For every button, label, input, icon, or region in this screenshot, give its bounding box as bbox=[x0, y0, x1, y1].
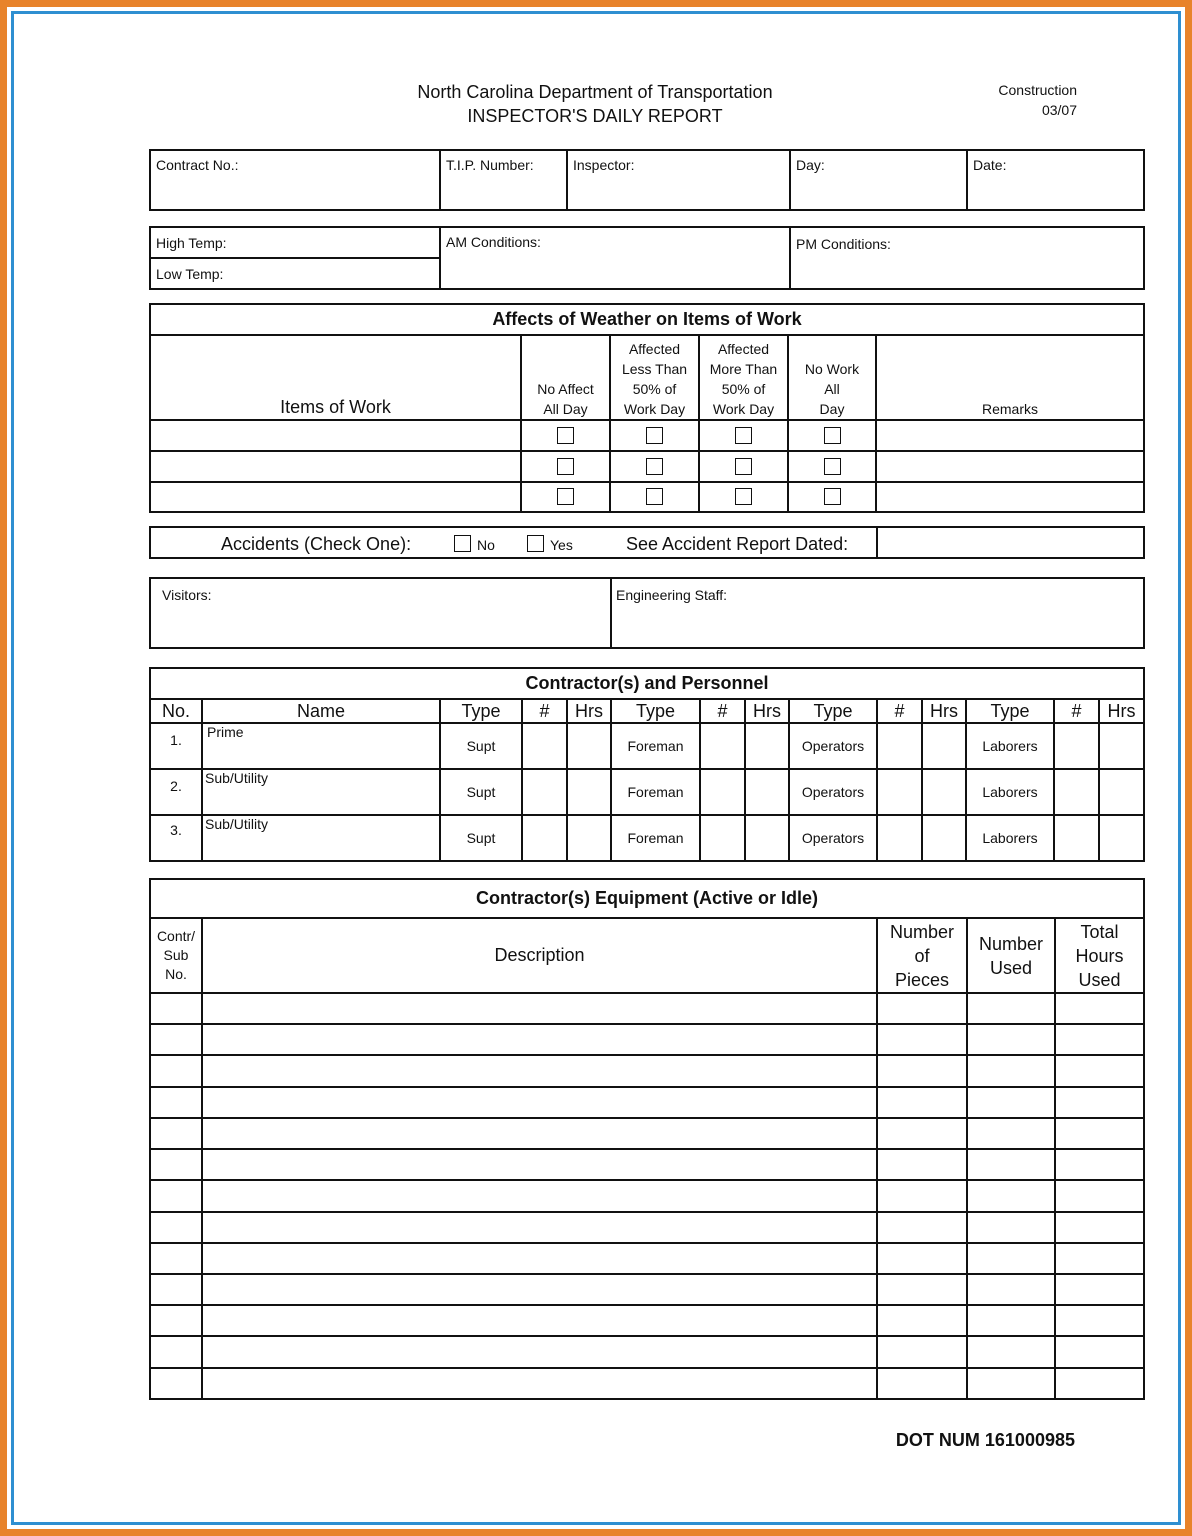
col-hours-line2: Hours bbox=[1075, 945, 1124, 966]
col-pieces-line2: of bbox=[914, 945, 930, 966]
work-item-cell[interactable] bbox=[150, 420, 521, 451]
equipment-row bbox=[150, 1243, 1144, 1274]
col-hrs: Hrs bbox=[567, 699, 611, 723]
less-than-header bbox=[610, 335, 699, 420]
col-total-hours-used bbox=[1055, 918, 1144, 993]
count-cell[interactable] bbox=[877, 815, 922, 861]
pieces-cell[interactable] bbox=[877, 993, 967, 1024]
day-label: Day: bbox=[796, 157, 825, 173]
pieces-cell[interactable] bbox=[877, 1336, 967, 1367]
count-cell[interactable] bbox=[522, 769, 567, 815]
accidents-label: Accidents (Check One): bbox=[221, 534, 412, 554]
used-cell[interactable] bbox=[967, 1274, 1055, 1305]
hours-cell[interactable] bbox=[1055, 1149, 1144, 1180]
col-type: Type bbox=[966, 699, 1054, 723]
no-work-checkbox[interactable] bbox=[824, 488, 841, 505]
contr-sub-no-cell[interactable] bbox=[150, 1055, 202, 1086]
equipment-row bbox=[150, 1305, 1144, 1336]
form-version bbox=[930, 80, 1077, 120]
type-cell: Supt bbox=[440, 769, 522, 815]
equipment-row bbox=[150, 1024, 1144, 1055]
date-label: Date: bbox=[973, 157, 1007, 173]
no-work-checkbox[interactable] bbox=[824, 427, 841, 444]
pieces-cell[interactable] bbox=[877, 1118, 967, 1149]
hrs-cell[interactable] bbox=[567, 815, 611, 861]
report-header bbox=[380, 80, 810, 128]
hours-cell[interactable] bbox=[1055, 993, 1144, 1024]
col-no: No. bbox=[150, 699, 202, 723]
col-type: Type bbox=[440, 699, 522, 723]
accident-report-label: See Accident Report Dated: bbox=[626, 534, 849, 554]
row-no: 2. bbox=[150, 769, 202, 815]
type-cell: Operators bbox=[789, 723, 877, 769]
used-cell[interactable] bbox=[967, 1087, 1055, 1118]
tip-number-field[interactable] bbox=[440, 150, 567, 210]
col-pieces-line1: Number bbox=[889, 921, 955, 942]
col-count: # bbox=[877, 699, 922, 723]
equipment-row bbox=[150, 1118, 1144, 1149]
type-cell: Foreman bbox=[611, 723, 700, 769]
count-cell[interactable] bbox=[877, 723, 922, 769]
high-temp-label: High Temp: bbox=[156, 234, 227, 251]
contr-sub-no-cell[interactable] bbox=[150, 1274, 202, 1305]
more-than-checkbox[interactable] bbox=[735, 458, 752, 475]
more-than-line4: Work Day bbox=[712, 401, 775, 417]
description-cell[interactable] bbox=[202, 1087, 877, 1118]
form-type: Construction bbox=[998, 82, 1077, 98]
remarks-cell[interactable] bbox=[876, 482, 1144, 512]
contr-sub-no-cell[interactable] bbox=[150, 993, 202, 1024]
more-than-checkbox[interactable] bbox=[735, 427, 752, 444]
col-used-line1: Number bbox=[978, 933, 1044, 954]
description-cell[interactable] bbox=[202, 1149, 877, 1180]
less-than-line1: Affected bbox=[628, 341, 681, 357]
no-affect-checkbox[interactable] bbox=[557, 488, 574, 505]
hours-cell[interactable] bbox=[1055, 1243, 1144, 1274]
row-no: 1. bbox=[150, 723, 202, 769]
visitors-field[interactable] bbox=[150, 578, 611, 648]
no-affect-checkbox[interactable] bbox=[557, 458, 574, 475]
equipment-row bbox=[150, 1274, 1144, 1305]
accidents-table bbox=[149, 526, 1145, 559]
accident-no-checkbox[interactable] bbox=[454, 535, 471, 552]
description-cell[interactable] bbox=[202, 993, 877, 1024]
accidents-row bbox=[150, 527, 877, 558]
description-cell[interactable] bbox=[202, 1024, 877, 1055]
conditions-table bbox=[149, 226, 1145, 290]
description-cell[interactable] bbox=[202, 1336, 877, 1367]
hours-cell[interactable] bbox=[1055, 1305, 1144, 1336]
more-than-header bbox=[699, 335, 788, 420]
count-cell[interactable] bbox=[700, 769, 745, 815]
more-than-line2: More Than bbox=[709, 361, 778, 377]
contr-sub-no-cell[interactable] bbox=[150, 1118, 202, 1149]
am-conditions-field[interactable] bbox=[440, 227, 790, 289]
type-cell: Laborers bbox=[966, 769, 1054, 815]
less-than-line3: 50% of bbox=[632, 381, 677, 397]
count-cell[interactable] bbox=[700, 723, 745, 769]
used-cell[interactable] bbox=[967, 1055, 1055, 1086]
description-cell[interactable] bbox=[202, 1274, 877, 1305]
hrs-cell[interactable] bbox=[745, 815, 789, 861]
no-affect-line2: All Day bbox=[543, 401, 588, 417]
low-temp-label: Low Temp: bbox=[156, 265, 224, 282]
pieces-cell[interactable] bbox=[877, 1055, 967, 1086]
no-affect-line1: No Affect bbox=[537, 381, 594, 397]
personnel-row bbox=[150, 769, 1144, 815]
contr-sub-no-cell[interactable] bbox=[150, 1212, 202, 1243]
contr-sub-no-cell[interactable] bbox=[150, 1024, 202, 1055]
accident-no-label: No bbox=[477, 537, 495, 553]
personnel-title: Contractor(s) and Personnel bbox=[150, 668, 1144, 699]
hours-cell[interactable] bbox=[1055, 1274, 1144, 1305]
col-used-line2: Used bbox=[989, 957, 1033, 978]
pm-conditions-field[interactable] bbox=[790, 227, 1144, 289]
type-cell: Supt bbox=[440, 815, 522, 861]
contr-sub-no-cell[interactable] bbox=[150, 1087, 202, 1118]
col-pieces-line3: Pieces bbox=[894, 969, 950, 990]
count-cell[interactable] bbox=[1054, 723, 1099, 769]
work-item-cell[interactable] bbox=[150, 482, 521, 512]
type-cell: Laborers bbox=[966, 815, 1054, 861]
pieces-cell[interactable] bbox=[877, 1274, 967, 1305]
no-work-header bbox=[788, 335, 876, 420]
hours-cell[interactable] bbox=[1055, 1368, 1144, 1399]
hrs-cell[interactable] bbox=[922, 723, 966, 769]
more-than-line3: 50% of bbox=[721, 381, 766, 397]
col-hours-line1: Total bbox=[1080, 921, 1119, 942]
report-title: INSPECTOR'S DAILY REPORT bbox=[467, 106, 723, 126]
contr-sub-no-cell[interactable] bbox=[150, 1336, 202, 1367]
contract-no-field[interactable] bbox=[150, 150, 440, 210]
used-cell[interactable] bbox=[967, 1024, 1055, 1055]
col-hours-line3: Used bbox=[1078, 969, 1121, 990]
name-cell[interactable] bbox=[202, 723, 440, 769]
count-cell[interactable] bbox=[1054, 769, 1099, 815]
pieces-cell[interactable] bbox=[877, 1243, 967, 1274]
less-than-checkbox[interactable] bbox=[646, 458, 663, 475]
description-cell[interactable] bbox=[202, 1368, 877, 1399]
used-cell[interactable] bbox=[967, 1243, 1055, 1274]
pieces-cell[interactable] bbox=[877, 1024, 967, 1055]
date-field[interactable] bbox=[967, 150, 1144, 210]
pieces-cell[interactable] bbox=[877, 1149, 967, 1180]
hours-cell[interactable] bbox=[1055, 1336, 1144, 1367]
equipment-row bbox=[150, 1336, 1144, 1367]
weather-row bbox=[150, 482, 1144, 512]
contr-sub-no-cell[interactable] bbox=[150, 1180, 202, 1211]
hours-cell[interactable] bbox=[1055, 1055, 1144, 1086]
count-cell[interactable] bbox=[700, 815, 745, 861]
tip-number-label: T.I.P. Number: bbox=[446, 157, 534, 173]
pieces-cell[interactable] bbox=[877, 1087, 967, 1118]
pieces-cell[interactable] bbox=[877, 1368, 967, 1399]
equipment-table bbox=[149, 878, 1145, 1400]
type-cell: Operators bbox=[789, 769, 877, 815]
no-affect-header bbox=[521, 335, 610, 420]
type-cell: Operators bbox=[789, 815, 877, 861]
personnel-row bbox=[150, 723, 1144, 769]
equipment-row bbox=[150, 1212, 1144, 1243]
no-work-checkbox[interactable] bbox=[824, 458, 841, 475]
contr-sub-no-cell[interactable] bbox=[150, 1149, 202, 1180]
col-count: # bbox=[522, 699, 567, 723]
hrs-cell[interactable] bbox=[1099, 723, 1144, 769]
used-cell[interactable] bbox=[967, 1368, 1055, 1399]
inspector-label: Inspector: bbox=[573, 157, 635, 173]
am-conditions-label: AM Conditions: bbox=[446, 234, 541, 250]
used-cell[interactable] bbox=[967, 993, 1055, 1024]
used-cell[interactable] bbox=[967, 1118, 1055, 1149]
hrs-cell[interactable] bbox=[567, 723, 611, 769]
type-cell: Foreman bbox=[611, 815, 700, 861]
col-hrs: Hrs bbox=[1099, 699, 1144, 723]
day-field[interactable] bbox=[790, 150, 967, 210]
description-cell[interactable] bbox=[202, 1243, 877, 1274]
col-number-of-pieces bbox=[877, 918, 967, 993]
work-item-cell[interactable] bbox=[150, 451, 521, 482]
used-cell[interactable] bbox=[967, 1212, 1055, 1243]
weather-title: Affects of Weather on Items of Work bbox=[150, 304, 1144, 335]
hrs-cell[interactable] bbox=[1099, 769, 1144, 815]
used-cell[interactable] bbox=[967, 1336, 1055, 1367]
col-number-used bbox=[967, 918, 1055, 993]
pieces-cell[interactable] bbox=[877, 1212, 967, 1243]
engineering-staff-field[interactable] bbox=[611, 578, 1144, 648]
form-rev: 03/07 bbox=[1041, 102, 1077, 118]
count-cell[interactable] bbox=[877, 769, 922, 815]
high-temp-field[interactable] bbox=[150, 227, 440, 258]
type-cell: Laborers bbox=[966, 723, 1054, 769]
name-cell[interactable] bbox=[202, 769, 440, 815]
hrs-cell[interactable] bbox=[745, 723, 789, 769]
less-than-line2: Less Than bbox=[621, 361, 688, 377]
description-cell[interactable] bbox=[202, 1212, 877, 1243]
count-cell[interactable] bbox=[522, 723, 567, 769]
contr-sub-no-cell[interactable] bbox=[150, 1305, 202, 1336]
type-cell: Foreman bbox=[611, 769, 700, 815]
col-name: Name bbox=[202, 699, 440, 723]
more-than-checkbox[interactable] bbox=[735, 488, 752, 505]
personnel-header-row bbox=[150, 699, 1144, 723]
pm-conditions-label: PM Conditions: bbox=[796, 236, 891, 252]
more-than-line1: Affected bbox=[717, 341, 770, 357]
hrs-cell[interactable] bbox=[922, 815, 966, 861]
col-description: Description bbox=[202, 918, 877, 993]
personnel-row bbox=[150, 815, 1144, 861]
hours-cell[interactable] bbox=[1055, 1212, 1144, 1243]
no-work-line1: No Work bbox=[804, 361, 860, 377]
used-cell[interactable] bbox=[967, 1149, 1055, 1180]
pieces-cell[interactable] bbox=[877, 1180, 967, 1211]
remarks-cell[interactable] bbox=[876, 451, 1144, 482]
personnel-table bbox=[149, 667, 1145, 862]
hrs-cell[interactable] bbox=[1099, 815, 1144, 861]
equipment-row bbox=[150, 1087, 1144, 1118]
weather-table bbox=[149, 303, 1145, 513]
remarks-header bbox=[876, 335, 1144, 420]
equipment-row bbox=[150, 1055, 1144, 1086]
hours-cell[interactable] bbox=[1055, 1118, 1144, 1149]
engineering-staff-label: Engineering Staff: bbox=[616, 587, 728, 603]
inspector-field[interactable] bbox=[567, 150, 790, 210]
description-cell[interactable] bbox=[202, 1055, 877, 1086]
no-work-line2: All bbox=[824, 381, 840, 397]
remarks-cell[interactable] bbox=[876, 420, 1144, 451]
col-hrs: Hrs bbox=[922, 699, 966, 723]
col-contr-line1: Contr/ bbox=[156, 928, 196, 945]
contr-sub-no-cell[interactable] bbox=[150, 1243, 202, 1274]
equipment-title: Contractor(s) Equipment (Active or Idle) bbox=[150, 879, 1144, 918]
type-cell: Supt bbox=[440, 723, 522, 769]
col-type: Type bbox=[611, 699, 700, 723]
contr-sub-no-cell[interactable] bbox=[150, 1368, 202, 1399]
equipment-header-row bbox=[150, 918, 1144, 993]
col-contr-line2: Sub bbox=[163, 947, 189, 964]
remarks-label: Remarks bbox=[981, 401, 1038, 417]
col-count: # bbox=[700, 699, 745, 723]
description-cell[interactable] bbox=[202, 1305, 877, 1336]
pieces-cell[interactable] bbox=[877, 1305, 967, 1336]
contractor-role: Sub/Utility bbox=[205, 816, 269, 832]
dot-number: DOT NUM 161000985 bbox=[895, 1430, 1075, 1450]
count-cell[interactable] bbox=[522, 815, 567, 861]
equipment-row bbox=[150, 1149, 1144, 1180]
contract-no-label: Contract No.: bbox=[156, 157, 239, 173]
hours-cell[interactable] bbox=[1055, 1087, 1144, 1118]
weather-row bbox=[150, 420, 1144, 451]
visitors-table bbox=[149, 577, 1145, 649]
weather-row bbox=[150, 451, 1144, 482]
col-hrs: Hrs bbox=[745, 699, 789, 723]
no-affect-checkbox[interactable] bbox=[557, 427, 574, 444]
row-no: 3. bbox=[150, 815, 202, 861]
description-cell[interactable] bbox=[202, 1118, 877, 1149]
contractor-role: Sub/Utility bbox=[205, 770, 269, 786]
accident-yes-checkbox[interactable] bbox=[527, 535, 544, 552]
hours-cell[interactable] bbox=[1055, 1024, 1144, 1055]
visitors-label: Visitors: bbox=[162, 587, 212, 603]
less-than-checkbox[interactable] bbox=[646, 488, 663, 505]
hrs-cell[interactable] bbox=[922, 769, 966, 815]
accident-report-date-field[interactable] bbox=[877, 527, 1144, 558]
contractor-role: Prime bbox=[207, 724, 244, 740]
col-contr-sub-no bbox=[150, 918, 202, 993]
equipment-row bbox=[150, 993, 1144, 1024]
contract-info-table bbox=[149, 149, 1145, 211]
less-than-line4: Work Day bbox=[623, 401, 686, 417]
description-cell[interactable] bbox=[202, 1180, 877, 1211]
items-of-work-header bbox=[150, 335, 521, 420]
count-cell[interactable] bbox=[1054, 815, 1099, 861]
name-cell[interactable] bbox=[202, 815, 440, 861]
col-contr-line3: No. bbox=[165, 966, 187, 983]
accident-yes-label: Yes bbox=[550, 537, 573, 553]
col-type: Type bbox=[789, 699, 877, 723]
agency-name: North Carolina Department of Transportation bbox=[417, 82, 773, 102]
hrs-cell[interactable] bbox=[745, 769, 789, 815]
equipment-row bbox=[150, 1368, 1144, 1399]
low-temp-field[interactable] bbox=[150, 258, 440, 289]
items-of-work-label: Items of Work bbox=[280, 397, 391, 417]
equipment-row bbox=[150, 1180, 1144, 1211]
hours-cell[interactable] bbox=[1055, 1180, 1144, 1211]
col-count: # bbox=[1054, 699, 1099, 723]
less-than-checkbox[interactable] bbox=[646, 427, 663, 444]
no-work-line3: Day bbox=[819, 401, 845, 417]
used-cell[interactable] bbox=[967, 1305, 1055, 1336]
used-cell[interactable] bbox=[967, 1180, 1055, 1211]
hrs-cell[interactable] bbox=[567, 769, 611, 815]
